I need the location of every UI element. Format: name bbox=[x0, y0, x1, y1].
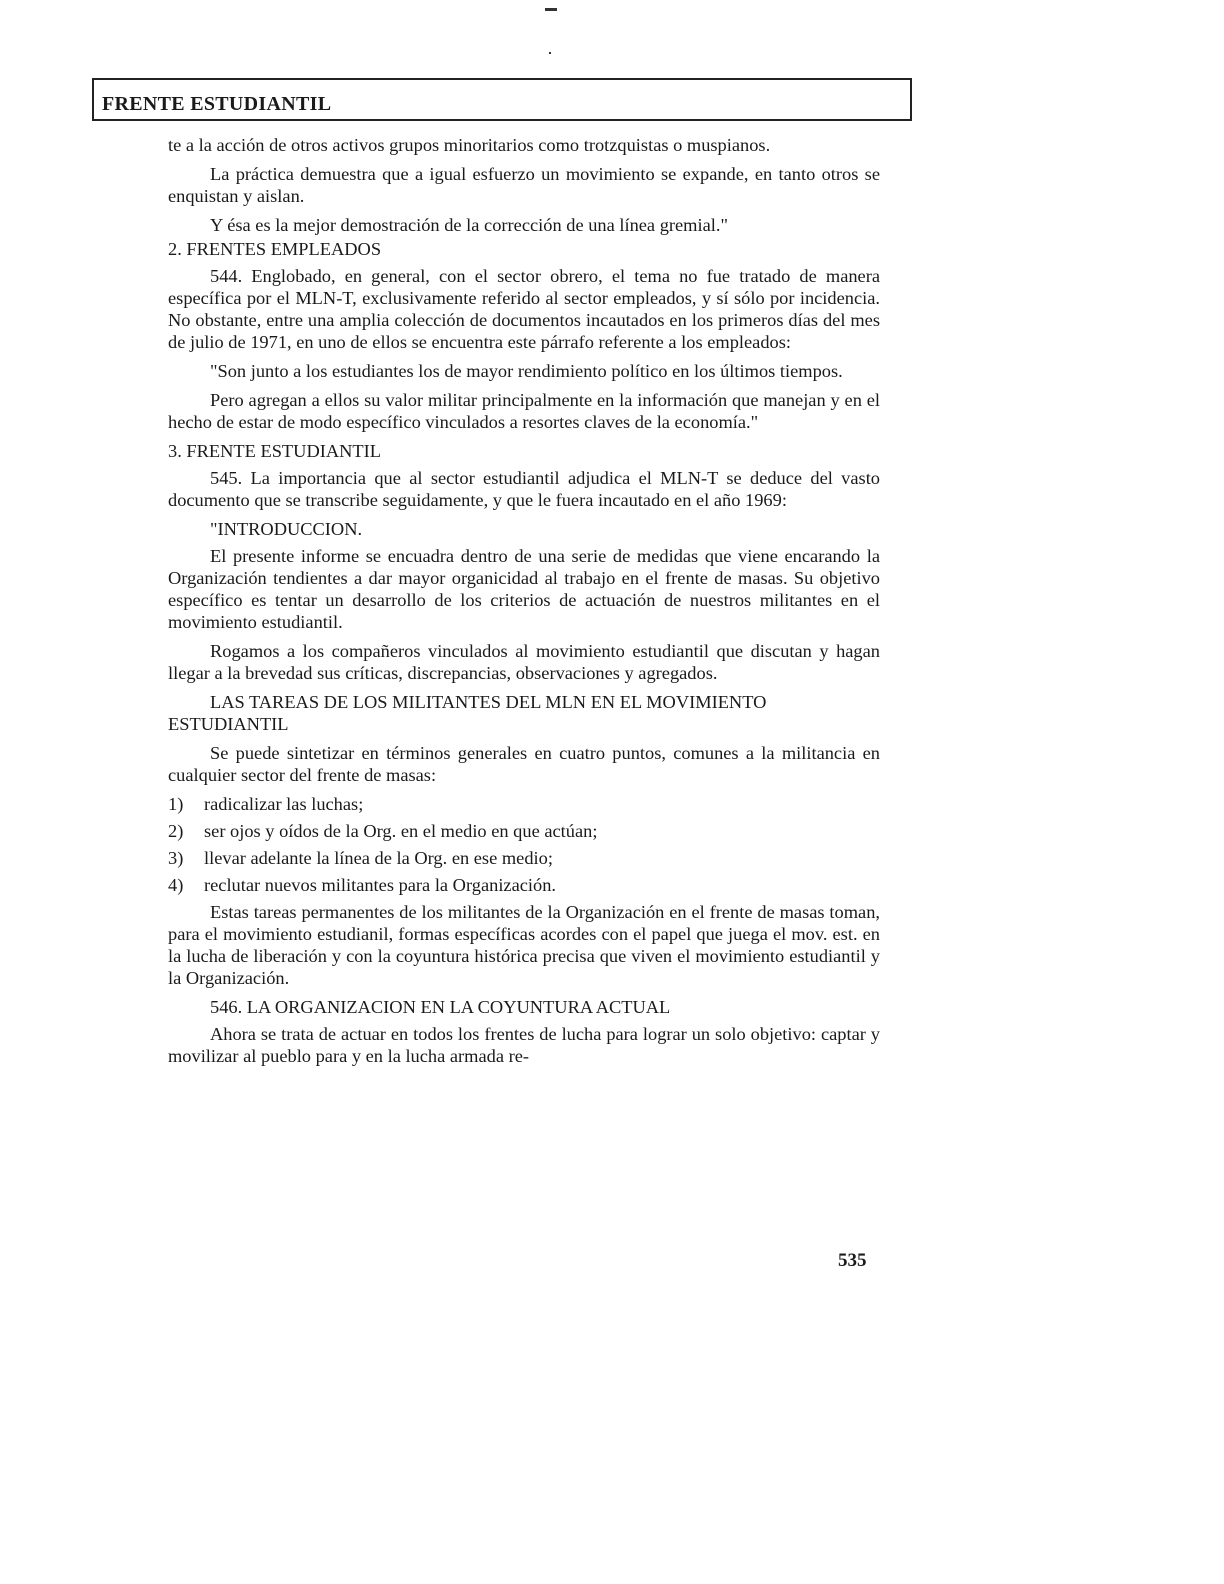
paragraph: te a la acción de otros activos grupos minoritarios como trotzquistas o muspianos. bbox=[168, 135, 771, 155]
list-item-number: 1) bbox=[168, 794, 184, 814]
scan-speck bbox=[545, 8, 557, 11]
list-item-text: ser ojos y oídos de la Org. en el medio en que actúan; bbox=[204, 821, 598, 841]
document-subheading: "INTRODUCCION. bbox=[210, 519, 363, 539]
list-item-number: 3) bbox=[168, 848, 184, 868]
paragraph: Se puede sintetizar en términos generales en cuatro puntos, comunes a la militancia en cualquier sector del frente de masas: bbox=[168, 743, 880, 785]
paragraph: Rogamos a los compañeros vinculados al movimiento estudiantil que discutan y hagan llegar a la brevedad sus críticas, discrepancias, observaciones y agregados. bbox=[168, 641, 880, 683]
paragraph: Y ésa es la mejor demostración de la corrección de una línea gremial." bbox=[210, 215, 728, 235]
list-item-text: llevar adelante la línea de la Org. en ese medio; bbox=[204, 848, 553, 868]
list-item bbox=[168, 874, 880, 896]
list-item-number: 4) bbox=[168, 875, 184, 895]
page-body bbox=[168, 134, 880, 1074]
section-heading: 3. FRENTE ESTUDIANTIL bbox=[168, 441, 382, 461]
list-item bbox=[168, 793, 880, 815]
quote-paragraph: "Son junto a los estudiantes los de mayor rendimiento político en los últimos tiempos. bbox=[210, 361, 843, 381]
page-number: 535 bbox=[838, 1250, 867, 1271]
paragraph: El presente informe se encuadra dentro de una serie de medidas que viene encarando la Organización tendientes a dar mayor organicidad al trabajo en el frente de masas. Su objetivo específico es tentar un desarrollo de los criterios de actuación de nuestros militantes en el movimiento estudiantil. bbox=[168, 546, 880, 632]
paragraph: Ahora se trata de actuar en todos los frentes de lucha para lograr un solo objetivo: captar y movilizar al pueblo para y en la lucha armada re- bbox=[168, 1024, 880, 1066]
section-heading: 546. LA ORGANIZACION EN LA COYUNTURA ACTUAL bbox=[210, 997, 671, 1017]
list-item-number: 2) bbox=[168, 821, 184, 841]
section-heading: 2. FRENTES EMPLEADOS bbox=[168, 239, 382, 259]
scan-speck bbox=[549, 52, 551, 54]
paragraph: La práctica demuestra que a igual esfuerzo un movimiento se expande, en tanto otros se enquistan y aislan. bbox=[168, 164, 880, 206]
paragraph: Estas tareas permanentes de los militantes de la Organización en el frente de masas toman, para el movimiento estudianil, formas específicas acordes con el papel que juega el mov. est. en la lucha de liberación y con la coyuntura histórica precisa que viven el movimiento estudiantil y la Organización. bbox=[168, 902, 880, 988]
list-item-text: radicalizar las luchas; bbox=[204, 794, 364, 814]
list-item bbox=[168, 847, 880, 869]
document-subheading: LAS TAREAS DE LOS MILITANTES DEL MLN EN EL MOVIMIENTO ESTUDIANTIL bbox=[168, 692, 767, 734]
paragraph: 545. La importancia que al sector estudiantil adjudica el MLN-T se deduce del vasto documento que se transcribe seguidamente, y que le fuera incautado en el año 1969: bbox=[168, 468, 880, 510]
quote-paragraph: Pero agregan a ellos su valor militar principalmente en la información que manejan y en el hecho de estar de modo específico vinculados a resortes claves de la economía." bbox=[168, 390, 880, 432]
running-header-title: FRENTE ESTUDIANTIL bbox=[102, 93, 332, 115]
paragraph: 544. Englobado, en general, con el sector obrero, el tema no fue tratado de manera específica por el MLN-T, exclusivamente referido al sector empleados, y sí sólo por incidencia. No obstante, entre una amplia colección de documentos incautados en los primeros días del mes de julio de 1971, en uno de ellos se encuentra este párrafo referente a los empleados: bbox=[168, 266, 880, 352]
list-item-text: reclutar nuevos militantes para la Organización. bbox=[204, 875, 557, 895]
list-item bbox=[168, 820, 880, 842]
header-rule bbox=[92, 119, 912, 121]
